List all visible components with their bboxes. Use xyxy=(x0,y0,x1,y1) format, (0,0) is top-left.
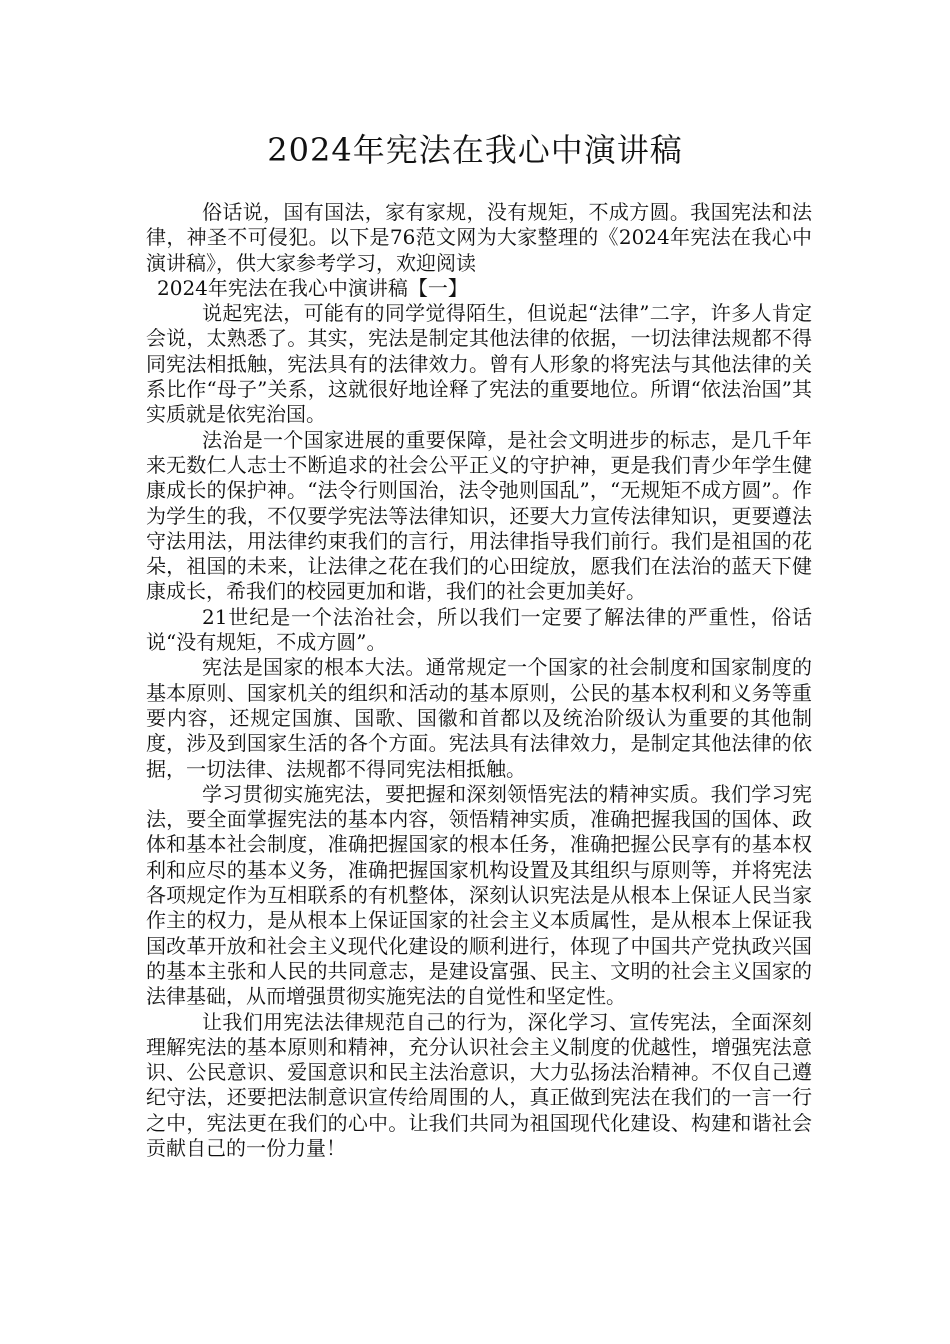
document-title: 2024年宪法在我心中演讲稿 xyxy=(267,131,683,169)
document-body xyxy=(146,200,812,1161)
body-paragraph: 说起宪法，可能有的同学觉得陌生，但说起“法律”二字，许多人肯定会说，太熟悉了。其实，宪法是制定其他法律的依据，一切法律法规都不得同宪法相抵触，宪法具有的法律效力。曾有人形象的将宪法与其他法律的关系比作“母子”关系，这就很好地诠释了宪法的重要地位。所谓“依法治国”其实质就是依宪治国。 xyxy=(146,301,812,427)
body-paragraph: 法治是一个国家进展的重要保障，是社会文明进步的标志，是几千年来无数仁人志士不断追求的社会公平正义的守护神，更是我们青少年学生健康成长的保护神。“法令行则国治，法令弛则国乱”，“无规矩不成方圆”。作为学生的我，不仅要学宪法等法律知识，还要大力宣传法律知识，更要遵法守法用法，用法律约束我们的言行，用法律指导我们前行。我们是祖国的花朵，祖国的未来，让法律之花在我们的心田绽放，愿我们在法治的蓝天下健康成长，希我们的校园更加和谐，我们的社会更加美好。 xyxy=(146,427,812,604)
body-paragraph: 宪法是国家的根本大法。通常规定一个国家的社会制度和国家制度的基本原则、国家机关的组织和活动的基本原则，公民的基本权利和义务等重要内容，还规定国旗、国歌、国徽和首都以及统治阶级认为重要的其他制度，涉及到国家生活的各个方面。宪法具有法律效力，是制定其他法律的依据，一切法律、法规都不得同宪法相抵触。 xyxy=(146,655,812,781)
body-paragraph: 让我们用宪法法律规范自己的行为，深化学习、宣传宪法，全面深刻理解宪法的基本原则和精神，充分认识社会主义制度的优越性，增强宪法意识、公民意识、爱国意识和民主法治意识，大力弘扬法治精神。不仅自己遵纪守法，还要把法制意识宣传给周围的人，真正做到宪法在我们的一言一行之中，宪法更在我们的心中。让我们共同为祖国现代化建设、构建和谐社会贡献自己的一份力量！ xyxy=(146,1009,812,1160)
body-paragraph: 学习贯彻实施宪法，要把握和深刻领悟宪法的精神实质。我们学习宪法，要全面掌握宪法的基本内容，领悟精神实质，准确把握我国的国体、政体和基本社会制度，准确把握国家的根本任务，准确把握公民享有的基本权利和应尽的基本义务，准确把握国家机构设置及其组织与原则等，并将宪法各项规定作为互相联系的有机整体，深刻认识宪法是从根本上保证人民当家作主的权力，是从根本上保证国家的社会主义本质属性，是从根本上保证我国改革开放和社会主义现代化建设的顺利进行，体现了中国共产党执政兴国的基本主张和人民的共同意志，是建设富强、民主、文明的社会主义国家的法律基础，从而增强贯彻实施宪法的自觉性和坚定性。 xyxy=(146,781,812,1009)
intro-paragraph: 俗话说，国有国法，家有家规，没有规矩，不成方圆。我国宪法和法律，神圣不可侵犯。以下是76范文网为大家整理的《2024年宪法在我心中演讲稿》，供大家参考学习，欢迎阅读 xyxy=(146,200,812,275)
body-paragraph: 21世纪是一个法治社会，所以我们一定要了解法律的严重性，俗话说“没有规矩，不成方圆”。 xyxy=(146,604,812,655)
section-heading: 2024年宪法在我心中演讲稿【一】 xyxy=(157,275,468,300)
